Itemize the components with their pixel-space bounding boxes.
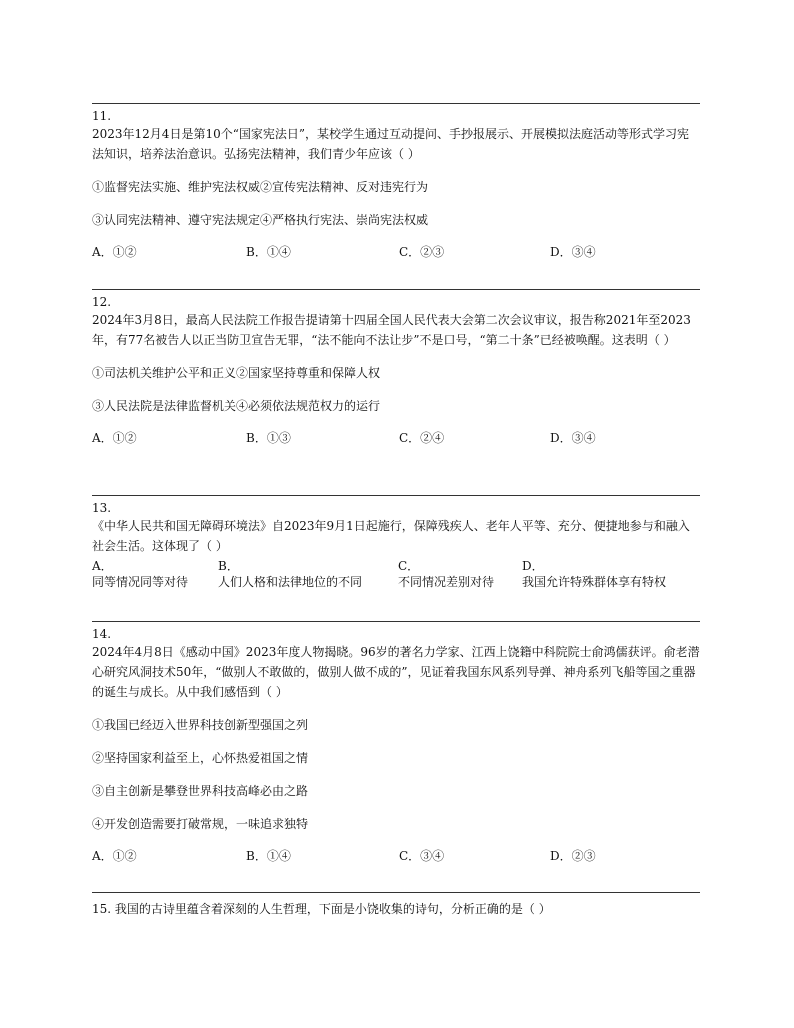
choice-d[interactable]	[522, 558, 700, 590]
question-14	[92, 626, 700, 892]
option-line: ③认同宪法精神、遵守宪法规定④严格执行宪法、崇尚宪法权威	[92, 213, 429, 227]
choice-a[interactable]: A．①②	[92, 849, 137, 863]
question-stem: 15. 我国的古诗里蕴含着深刻的人生哲理，下面是小饶收集的诗句，分析正确的是（ ）	[92, 902, 551, 916]
choice-c[interactable]: C．②④	[399, 431, 445, 445]
question-stem: 2024年3月8日，最高人民法院工作报告提请第十四届全国人民代表大会第二次会议审议，报告称2021年至2023年，有77名被告人以正当防卫宣告无罪，“法不能向不法让步”不是口号，“第二十条”已经被唤醒。这表明（ ）	[92, 313, 691, 347]
choice-text: 人们人格和法律地位的不同	[218, 575, 363, 589]
choice-d[interactable]: D．③④	[550, 431, 596, 445]
question-divider	[92, 892, 700, 893]
option-line: ③人民法院是法律监督机关④必须依法规范权力的运行	[92, 399, 381, 413]
choice-c[interactable]: C．③④	[399, 849, 445, 863]
answer-choices	[92, 242, 700, 262]
choice-letter: B．	[218, 559, 239, 573]
question-stem: 2024年4月8日《感动中国》2023年度人物揭晓。96岁的著名力学家、江西上饶籍中科院院士俞鸿儒获评。俞老潜心研究风洞技术50年，“做别人不敢做的，做别人做不成的”，见证着我国东风系列导弹、神舟系列飞船等国之重器的诞生与成长。从中我们感悟到（ ）	[92, 645, 700, 699]
question-number: 13.	[92, 501, 112, 515]
question-divider	[92, 289, 700, 290]
question-11	[92, 108, 700, 289]
question-divider	[92, 621, 700, 622]
choice-c[interactable]: C．②③	[399, 245, 445, 259]
choice-b[interactable]	[218, 558, 398, 590]
choice-b[interactable]: B．①③	[246, 431, 291, 445]
answer-choices	[92, 428, 700, 448]
choice-b[interactable]: B．①④	[246, 245, 291, 259]
answer-choices	[92, 558, 700, 590]
question-13	[92, 500, 700, 621]
choice-text: 不同情况差别对待	[398, 575, 495, 589]
question-12	[92, 294, 700, 495]
choice-a[interactable]	[92, 558, 218, 590]
option-line: ①司法机关维护公平和正义②国家坚持尊重和保障人权	[92, 366, 381, 380]
question-stem: 《中华人民共和国无障碍环境法》自2023年9月1日起施行，保障残疾人、老年人平等、充分、便捷地参与和融入社会生活。这体现了（ ）	[92, 519, 690, 553]
question-number: 11.	[92, 109, 112, 123]
choice-d[interactable]: D．③④	[550, 245, 596, 259]
choice-b[interactable]: B．①④	[246, 849, 291, 863]
choice-a[interactable]: A．①②	[92, 431, 137, 445]
choice-letter: C．	[398, 559, 420, 573]
question-number: 12.	[92, 295, 112, 309]
choice-letter: D．	[522, 559, 544, 573]
exam-page	[92, 103, 700, 919]
question-number: 14.	[92, 627, 112, 641]
choice-letter: A．	[92, 559, 113, 573]
choice-text: 我国允许特殊群体享有特权	[522, 575, 667, 589]
choice-text: 同等情况同等对待	[92, 575, 189, 589]
option-line: ③自主创新是攀登世界科技高峰必由之路	[92, 784, 309, 798]
question-divider	[92, 495, 700, 496]
choice-c[interactable]	[398, 558, 522, 590]
option-line: ②坚持国家利益至上，心怀热爱祖国之情	[92, 751, 309, 765]
question-stem: 2023年12月4日是第10个“国家宪法日”，某校学生通过互动提问、手抄报展示、开展模拟法庭活动等形式学习宪法知识，培养法治意识。弘扬宪法精神，我们青少年应该（ ）	[92, 127, 689, 161]
question-15	[92, 899, 700, 919]
question-divider	[92, 103, 700, 104]
choice-d[interactable]: D．②③	[550, 849, 596, 863]
choice-a[interactable]: A．①②	[92, 245, 137, 259]
option-line: ①我国已经迈入世界科技创新型强国之列	[92, 718, 309, 732]
answer-choices	[92, 846, 700, 866]
option-line: ①监督宪法实施、维护宪法权威②宣传宪法精神、反对违宪行为	[92, 180, 429, 194]
option-line: ④开发创造需要打破常规，一味追求独特	[92, 817, 309, 831]
